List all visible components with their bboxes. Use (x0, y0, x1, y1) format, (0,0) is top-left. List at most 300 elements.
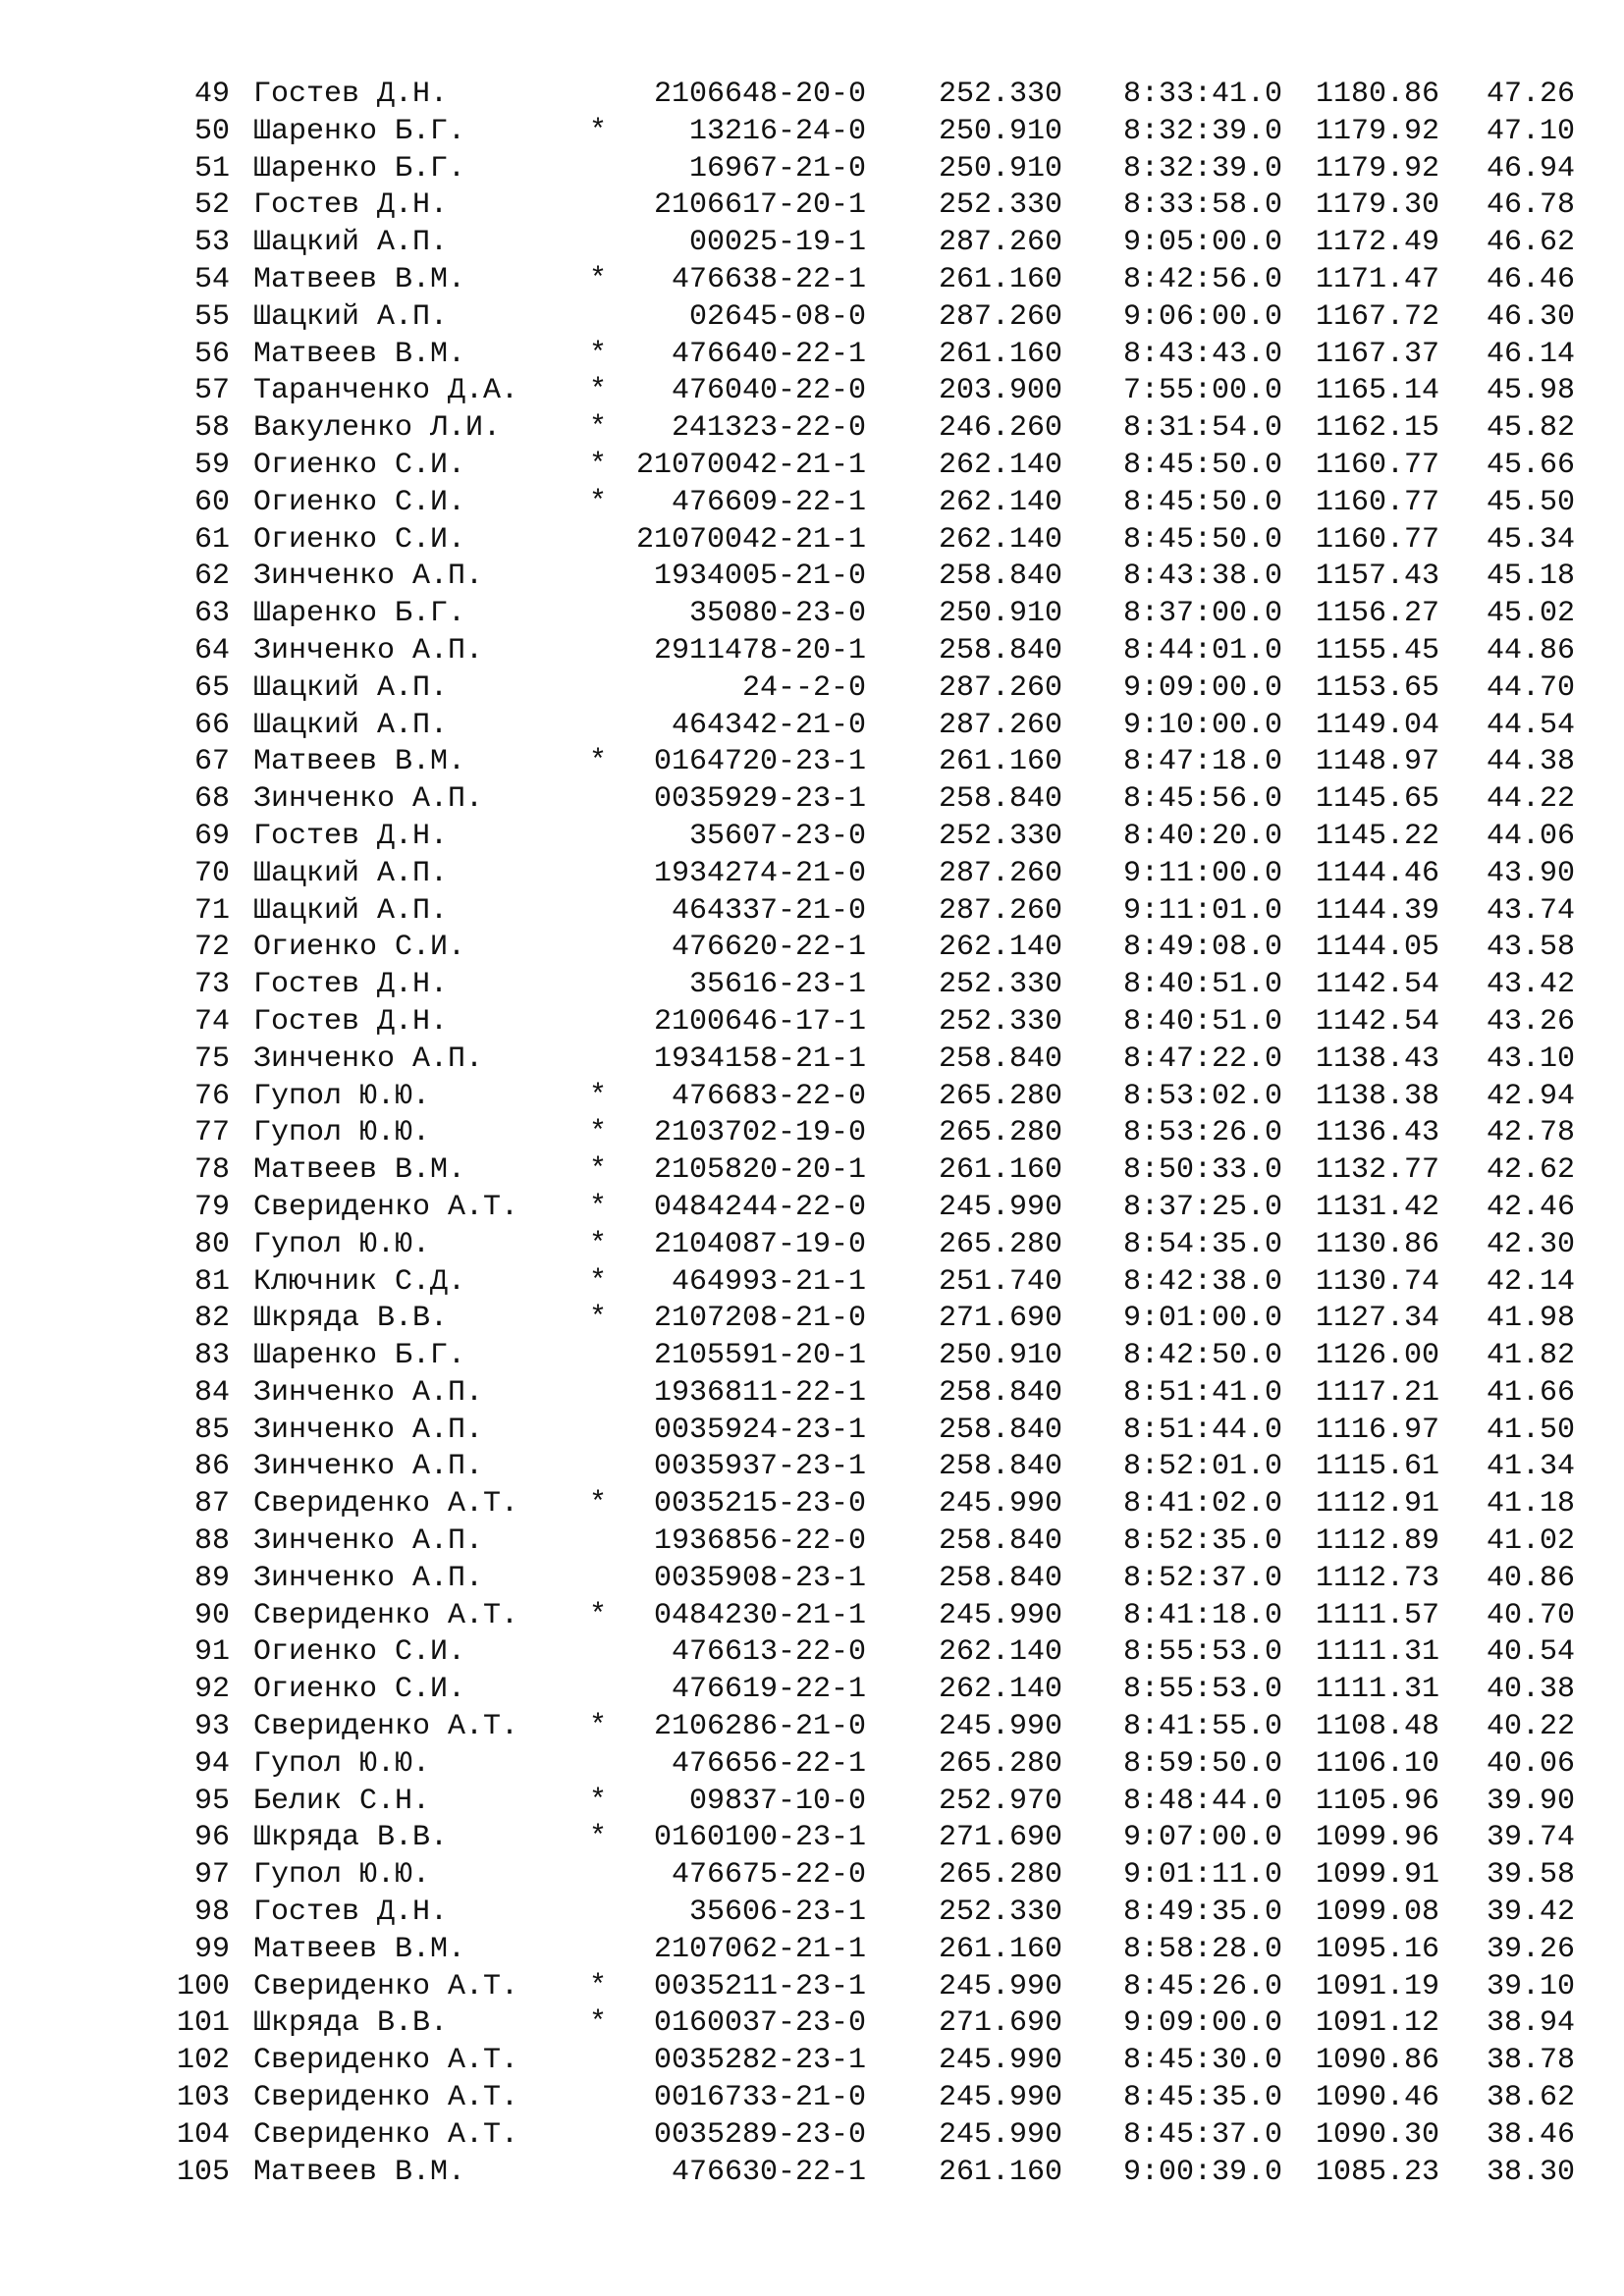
fancier-name: Шкряда В.В. (253, 1821, 449, 1855)
ring-number: 476609-22-1 (671, 485, 866, 519)
table-row (0, 893, 1624, 931)
fancier-name: Шаренко Б.Г. (253, 597, 466, 631)
arrival-time: 8:45:37.0 (1122, 2117, 1282, 2152)
table-row (0, 299, 1624, 337)
place-number: 68 (193, 782, 230, 817)
table-row (0, 262, 1624, 299)
table-row (0, 1486, 1624, 1523)
points-value: 38.94 (1486, 2006, 1575, 2041)
place-number: 85 (193, 1413, 230, 1447)
arrival-time: 9:06:00.0 (1122, 299, 1282, 334)
speed-value: 1162.15 (1315, 411, 1439, 446)
distance-value: 245.990 (938, 1969, 1062, 2003)
fancier-name: Зинченко А.П. (253, 560, 484, 594)
distance-value: 258.840 (938, 560, 1062, 594)
ring-number: 1934005-21-0 (653, 560, 866, 594)
distance-value: 245.990 (938, 2117, 1062, 2152)
speed-value: 1091.19 (1315, 1969, 1439, 2003)
place-number: 62 (193, 560, 230, 594)
ring-number: 0484230-21-1 (653, 1598, 866, 1632)
mark-asterisk: * (588, 2006, 607, 2041)
speed-value: 1095.16 (1315, 1932, 1439, 1966)
place-number: 94 (193, 1746, 230, 1781)
table-row (0, 1932, 1624, 1969)
points-value: 43.10 (1486, 1041, 1575, 1076)
speed-value: 1106.10 (1315, 1746, 1439, 1781)
ring-number: 0484244-22-0 (653, 1190, 866, 1224)
distance-value: 252.970 (938, 1784, 1062, 1818)
ring-number: 0164720-23-1 (653, 745, 866, 779)
speed-value: 1105.96 (1315, 1784, 1439, 1818)
arrival-time: 8:53:02.0 (1122, 1079, 1282, 1113)
fancier-name: Гостев Д.Н. (253, 1896, 449, 1930)
place-number: 69 (193, 819, 230, 853)
points-value: 38.78 (1486, 2044, 1575, 2078)
fancier-name: Зинченко А.П. (253, 1450, 484, 1484)
points-value: 43.42 (1486, 968, 1575, 1002)
table-row (0, 1338, 1624, 1375)
fancier-name: Огиенко С.И. (253, 522, 466, 557)
points-value: 44.70 (1486, 670, 1575, 705)
distance-value: 271.690 (938, 1302, 1062, 1336)
speed-value: 1153.65 (1315, 670, 1439, 705)
ring-number: 35616-23-1 (688, 968, 866, 1002)
distance-value: 252.330 (938, 819, 1062, 853)
points-value: 39.10 (1486, 1969, 1575, 2003)
table-row (0, 781, 1624, 819)
distance-value: 287.260 (938, 893, 1062, 928)
points-value: 41.50 (1486, 1413, 1575, 1447)
points-value: 43.74 (1486, 893, 1575, 928)
fancier-name: Шаренко Б.Г. (253, 114, 466, 148)
points-value: 38.46 (1486, 2117, 1575, 2152)
ring-number: 476630-22-1 (671, 2155, 866, 2189)
arrival-time: 8:43:38.0 (1122, 560, 1282, 594)
ring-number: 0035908-23-1 (653, 1561, 866, 1595)
arrival-time: 8:59:50.0 (1122, 1746, 1282, 1781)
table-row (0, 744, 1624, 781)
arrival-time: 9:11:01.0 (1122, 893, 1282, 928)
place-number: 89 (193, 1561, 230, 1595)
mark-asterisk: * (588, 337, 607, 371)
fancier-name: Гостев Д.Н. (253, 968, 449, 1002)
speed-value: 1127.34 (1315, 1302, 1439, 1336)
table-row (0, 1523, 1624, 1561)
fancier-name: Матвеев В.М. (253, 745, 466, 779)
points-value: 41.66 (1486, 1375, 1575, 1410)
speed-value: 1117.21 (1315, 1375, 1439, 1410)
table-row (0, 1449, 1624, 1486)
mark-asterisk: * (588, 114, 607, 148)
arrival-time: 9:09:00.0 (1122, 670, 1282, 705)
ring-number: 2106617-20-1 (653, 188, 866, 223)
fancier-name: Гостев Д.Н. (253, 188, 449, 223)
distance-value: 261.160 (938, 337, 1062, 371)
ring-number: 09837-10-0 (688, 1784, 866, 1818)
place-number: 93 (193, 1710, 230, 1744)
points-value: 41.82 (1486, 1339, 1575, 1373)
table-row (0, 1115, 1624, 1152)
speed-value: 1142.54 (1315, 1004, 1439, 1039)
arrival-time: 8:42:38.0 (1122, 1264, 1282, 1299)
arrival-time: 8:31:54.0 (1122, 411, 1282, 446)
arrival-time: 8:51:41.0 (1122, 1375, 1282, 1410)
speed-value: 1090.46 (1315, 2081, 1439, 2115)
arrival-time: 8:45:50.0 (1122, 448, 1282, 482)
speed-value: 1160.77 (1315, 448, 1439, 482)
ring-number: 476656-22-1 (671, 1746, 866, 1781)
fancier-name: Огиенко С.И. (253, 448, 466, 482)
ring-number: 21070042-21-1 (635, 522, 866, 557)
points-value: 44.86 (1486, 633, 1575, 667)
distance-value: 271.690 (938, 2006, 1062, 2041)
speed-value: 1138.43 (1315, 1041, 1439, 1076)
speed-value: 1130.74 (1315, 1264, 1439, 1299)
fancier-name: Матвеев В.М. (253, 1932, 466, 1966)
arrival-time: 9:00:39.0 (1122, 2155, 1282, 2189)
fancier-name: Огиенко С.И. (253, 1673, 466, 1707)
distance-value: 262.140 (938, 448, 1062, 482)
fancier-name: Свериденко А.Т. (253, 2044, 519, 2078)
ring-number: 2107062-21-1 (653, 1932, 866, 1966)
place-number: 56 (193, 337, 230, 371)
ring-number: 476683-22-0 (671, 1079, 866, 1113)
ring-number: 16967-21-0 (688, 151, 866, 186)
arrival-time: 9:10:00.0 (1122, 708, 1282, 742)
distance-value: 245.990 (938, 1710, 1062, 1744)
fancier-name: Свериденко А.Т. (253, 1710, 519, 1744)
place-number: 66 (193, 708, 230, 742)
table-row (0, 485, 1624, 522)
fancier-name: Таранченко Д.А. (253, 374, 519, 408)
ring-number: 1936856-22-0 (653, 1524, 866, 1559)
points-value: 44.22 (1486, 782, 1575, 817)
mark-asterisk: * (588, 1784, 607, 1818)
points-value: 46.14 (1486, 337, 1575, 371)
fancier-name: Зинченко А.П. (253, 1524, 484, 1559)
distance-value: 265.280 (938, 1079, 1062, 1113)
distance-value: 252.330 (938, 188, 1062, 223)
place-number: 63 (193, 597, 230, 631)
place-number: 58 (193, 411, 230, 446)
mark-asterisk: * (588, 745, 607, 779)
points-value: 41.18 (1486, 1487, 1575, 1522)
speed-value: 1111.31 (1315, 1635, 1439, 1670)
arrival-time: 8:45:26.0 (1122, 1969, 1282, 2003)
table-row (0, 1857, 1624, 1895)
place-number: 84 (193, 1375, 230, 1410)
arrival-time: 8:45:50.0 (1122, 522, 1282, 557)
fancier-name: Шаренко Б.Г. (253, 151, 466, 186)
speed-value: 1160.77 (1315, 522, 1439, 557)
place-number: 73 (193, 968, 230, 1002)
distance-value: 265.280 (938, 1858, 1062, 1893)
fancier-name: Свериденко А.Т. (253, 1487, 519, 1522)
distance-value: 262.140 (938, 522, 1062, 557)
ring-number: 0035215-23-0 (653, 1487, 866, 1522)
arrival-time: 8:52:37.0 (1122, 1561, 1282, 1595)
table-row (0, 1041, 1624, 1079)
distance-value: 258.840 (938, 1561, 1062, 1595)
place-number: 98 (193, 1896, 230, 1930)
place-number: 86 (193, 1450, 230, 1484)
mark-asterisk: * (588, 1227, 607, 1261)
arrival-time: 8:40:20.0 (1122, 819, 1282, 853)
points-value: 42.46 (1486, 1190, 1575, 1224)
distance-value: 252.330 (938, 1004, 1062, 1039)
table-row (0, 1634, 1624, 1672)
ring-number: 2105591-20-1 (653, 1339, 866, 1373)
points-value: 44.38 (1486, 745, 1575, 779)
table-row (0, 819, 1624, 856)
table-row (0, 1375, 1624, 1413)
arrival-time: 7:55:00.0 (1122, 374, 1282, 408)
arrival-time: 9:05:00.0 (1122, 226, 1282, 260)
table-row (0, 2005, 1624, 2043)
distance-value: 262.140 (938, 1635, 1062, 1670)
place-number: 90 (193, 1598, 230, 1632)
mark-asterisk: * (588, 262, 607, 296)
speed-value: 1085.23 (1315, 2155, 1439, 2189)
arrival-time: 8:32:39.0 (1122, 151, 1282, 186)
table-row (0, 1264, 1624, 1302)
table-row (0, 1709, 1624, 1746)
place-number: 51 (193, 151, 230, 186)
fancier-name: Гупол Ю.Ю. (253, 1746, 431, 1781)
table-row (0, 2155, 1624, 2192)
arrival-time: 8:53:26.0 (1122, 1116, 1282, 1150)
distance-value: 271.690 (938, 1821, 1062, 1855)
table-row (0, 522, 1624, 560)
results-table (0, 77, 1624, 2191)
points-value: 47.26 (1486, 78, 1575, 111)
table-row (0, 559, 1624, 596)
points-value: 45.66 (1486, 448, 1575, 482)
ring-number: 2911478-20-1 (653, 633, 866, 667)
place-number: 54 (193, 262, 230, 296)
table-row (0, 187, 1624, 225)
ring-number: 00025-19-1 (688, 226, 866, 260)
speed-value: 1112.73 (1315, 1561, 1439, 1595)
place-number: 101 (176, 2006, 230, 2041)
fancier-name: Гупол Ю.Ю. (253, 1858, 431, 1893)
distance-value: 262.140 (938, 485, 1062, 519)
arrival-time: 8:54:35.0 (1122, 1227, 1282, 1261)
place-number: 96 (193, 1821, 230, 1855)
table-row (0, 670, 1624, 708)
points-value: 42.62 (1486, 1153, 1575, 1188)
arrival-time: 8:49:35.0 (1122, 1896, 1282, 1930)
arrival-time: 8:37:00.0 (1122, 597, 1282, 631)
ring-number: 476613-22-0 (671, 1635, 866, 1670)
fancier-name: Гостев Д.Н. (253, 819, 449, 853)
place-number: 60 (193, 485, 230, 519)
ring-number: 464993-21-1 (671, 1264, 866, 1299)
speed-value: 1160.77 (1315, 485, 1439, 519)
mark-asterisk: * (588, 1302, 607, 1336)
arrival-time: 8:51:44.0 (1122, 1413, 1282, 1447)
points-value: 42.94 (1486, 1079, 1575, 1113)
arrival-time: 8:41:02.0 (1122, 1487, 1282, 1522)
speed-value: 1132.77 (1315, 1153, 1439, 1188)
place-number: 78 (193, 1153, 230, 1188)
speed-value: 1111.31 (1315, 1673, 1439, 1707)
fancier-name: Шацкий А.П. (253, 299, 449, 334)
speed-value: 1116.97 (1315, 1413, 1439, 1447)
table-row (0, 373, 1624, 410)
arrival-time: 8:45:56.0 (1122, 782, 1282, 817)
fancier-name: Вакуленко Л.И. (253, 411, 502, 446)
distance-value: 261.160 (938, 1153, 1062, 1188)
table-row (0, 2117, 1624, 2155)
speed-value: 1099.91 (1315, 1858, 1439, 1893)
distance-value: 262.140 (938, 931, 1062, 965)
arrival-time: 8:44:01.0 (1122, 633, 1282, 667)
points-value: 42.78 (1486, 1116, 1575, 1150)
place-number: 79 (193, 1190, 230, 1224)
distance-value: 258.840 (938, 633, 1062, 667)
table-row (0, 596, 1624, 633)
distance-value: 258.840 (938, 1413, 1062, 1447)
place-number: 83 (193, 1339, 230, 1373)
distance-value: 265.280 (938, 1746, 1062, 1781)
place-number: 49 (193, 78, 230, 111)
points-value: 46.78 (1486, 188, 1575, 223)
place-number: 52 (193, 188, 230, 223)
speed-value: 1142.54 (1315, 968, 1439, 1002)
place-number: 97 (193, 1858, 230, 1893)
arrival-time: 8:32:39.0 (1122, 114, 1282, 148)
place-number: 61 (193, 522, 230, 557)
distance-value: 250.910 (938, 151, 1062, 186)
speed-value: 1157.43 (1315, 560, 1439, 594)
points-value: 42.14 (1486, 1264, 1575, 1299)
points-value: 43.58 (1486, 931, 1575, 965)
mark-asterisk: * (588, 1487, 607, 1522)
place-number: 103 (176, 2081, 230, 2115)
place-number: 87 (193, 1487, 230, 1522)
fancier-name: Шацкий А.П. (253, 856, 449, 890)
distance-value: 252.330 (938, 78, 1062, 111)
distance-value: 287.260 (938, 226, 1062, 260)
ring-number: 2100646-17-1 (653, 1004, 866, 1039)
fancier-name: Зинченко А.П. (253, 1561, 484, 1595)
ring-number: 0160100-23-1 (653, 1821, 866, 1855)
points-value: 45.98 (1486, 374, 1575, 408)
ring-number: 0035924-23-1 (653, 1413, 866, 1447)
fancier-name: Зинченко А.П. (253, 1413, 484, 1447)
distance-value: 261.160 (938, 2155, 1062, 2189)
distance-value: 245.990 (938, 1598, 1062, 1632)
points-value: 40.38 (1486, 1673, 1575, 1707)
place-number: 102 (176, 2044, 230, 2078)
speed-value: 1179.92 (1315, 114, 1439, 148)
table-row (0, 1004, 1624, 1041)
speed-value: 1179.92 (1315, 151, 1439, 186)
ring-number: 0035937-23-1 (653, 1450, 866, 1484)
speed-value: 1165.14 (1315, 374, 1439, 408)
distance-value: 246.260 (938, 411, 1062, 446)
points-value: 40.22 (1486, 1710, 1575, 1744)
fancier-name: Шацкий А.П. (253, 670, 449, 705)
table-row (0, 1413, 1624, 1450)
place-number: 65 (193, 670, 230, 705)
table-row (0, 1895, 1624, 1932)
distance-value: 252.330 (938, 1896, 1062, 1930)
distance-value: 245.990 (938, 1190, 1062, 1224)
distance-value: 258.840 (938, 1450, 1062, 1484)
ring-number: 476040-22-0 (671, 374, 866, 408)
fancier-name: Гупол Ю.Ю. (253, 1079, 431, 1113)
ring-number: 2103702-19-0 (653, 1116, 866, 1150)
ring-number: 0035289-23-0 (653, 2117, 866, 2152)
table-row (0, 225, 1624, 262)
arrival-time: 8:42:56.0 (1122, 262, 1282, 296)
distance-value: 258.840 (938, 1524, 1062, 1559)
speed-value: 1108.48 (1315, 1710, 1439, 1744)
speed-value: 1111.57 (1315, 1598, 1439, 1632)
mark-asterisk: * (588, 411, 607, 446)
fancier-name: Белик С.Н. (253, 1784, 431, 1818)
fancier-name: Огиенко С.И. (253, 1635, 466, 1670)
table-row (0, 930, 1624, 967)
ring-number: 2107208-21-0 (653, 1302, 866, 1336)
arrival-time: 8:55:53.0 (1122, 1673, 1282, 1707)
fancier-name: Ключник С.Д. (253, 1264, 466, 1299)
points-value: 39.58 (1486, 1858, 1575, 1893)
arrival-time: 8:40:51.0 (1122, 968, 1282, 1002)
place-number: 82 (193, 1302, 230, 1336)
distance-value: 265.280 (938, 1227, 1062, 1261)
speed-value: 1115.61 (1315, 1450, 1439, 1484)
mark-asterisk: * (588, 1264, 607, 1299)
table-row (0, 1672, 1624, 1709)
mark-asterisk: * (588, 374, 607, 408)
distance-value: 287.260 (938, 708, 1062, 742)
distance-value: 261.160 (938, 262, 1062, 296)
arrival-time: 8:45:35.0 (1122, 2081, 1282, 2115)
fancier-name: Зинченко А.П. (253, 633, 484, 667)
speed-value: 1144.39 (1315, 893, 1439, 928)
ring-number: 476620-22-1 (671, 931, 866, 965)
place-number: 57 (193, 374, 230, 408)
speed-value: 1090.30 (1315, 2117, 1439, 2152)
points-value: 44.54 (1486, 708, 1575, 742)
table-row (0, 448, 1624, 485)
points-value: 40.54 (1486, 1635, 1575, 1670)
speed-value: 1112.89 (1315, 1524, 1439, 1559)
arrival-time: 9:07:00.0 (1122, 1821, 1282, 1855)
distance-value: 262.140 (938, 1673, 1062, 1707)
table-row (0, 1598, 1624, 1635)
place-number: 100 (176, 1969, 230, 2003)
place-number: 55 (193, 299, 230, 334)
ring-number: 1934158-21-1 (653, 1041, 866, 1076)
place-number: 80 (193, 1227, 230, 1261)
arrival-time: 8:33:58.0 (1122, 188, 1282, 223)
ring-number: 476638-22-1 (671, 262, 866, 296)
table-row (0, 2043, 1624, 2080)
place-number: 92 (193, 1673, 230, 1707)
ring-number: 35607-23-0 (688, 819, 866, 853)
place-number: 88 (193, 1524, 230, 1559)
fancier-name: Свериденко А.Т. (253, 1598, 519, 1632)
table-row (0, 410, 1624, 448)
place-number: 91 (193, 1635, 230, 1670)
points-value: 45.18 (1486, 560, 1575, 594)
fancier-name: Матвеев В.М. (253, 337, 466, 371)
distance-value: 287.260 (938, 670, 1062, 705)
